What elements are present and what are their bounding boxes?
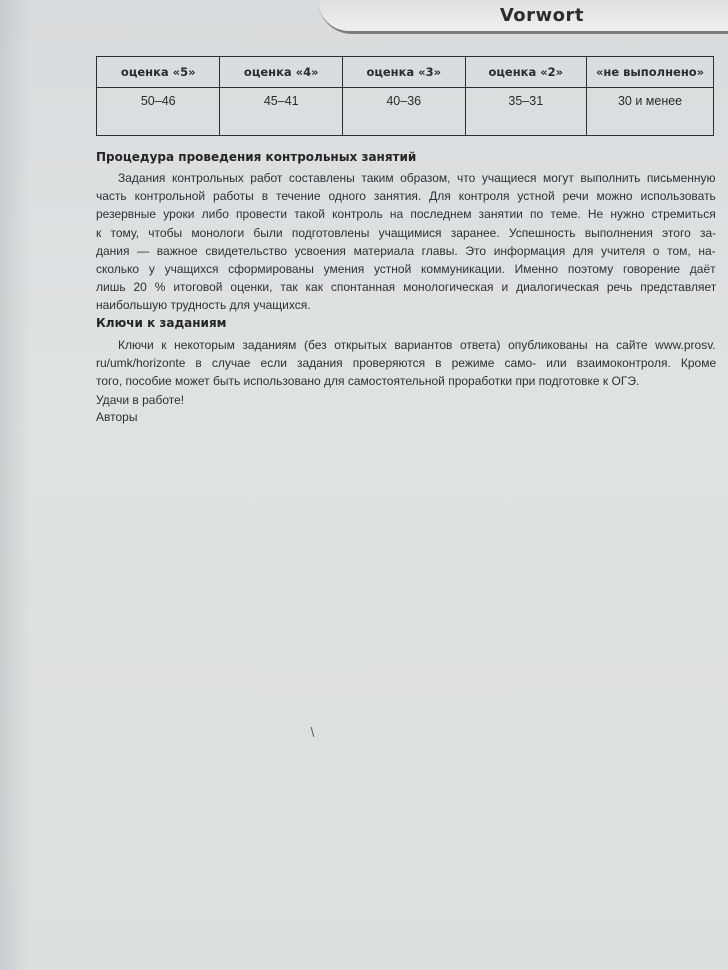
procedure-line: наибольшую трудность для учащихся. xyxy=(96,298,311,313)
page-edge-shadow xyxy=(0,0,30,970)
chapter-title: Vorwort xyxy=(499,5,584,26)
grade-header-not-done: «не выполнено» xyxy=(587,57,714,88)
procedure-line: часть контрольной работы в течение одного занятия. Для контроля устной речи можно использовать xyxy=(96,189,716,204)
grade-table-values-row xyxy=(97,88,714,136)
paper-speck xyxy=(311,727,315,737)
grade-header-4: оценка «4» xyxy=(220,57,343,88)
grade-header-2: оценка «2» xyxy=(465,57,587,88)
grade-value-5: 50–46 xyxy=(97,88,220,136)
grade-table xyxy=(96,56,714,136)
grade-header-5: оценка «5» xyxy=(97,57,220,88)
grade-value-4: 45–41 xyxy=(220,88,343,136)
procedure-line: к тому, чтобы монологи были подготовлены учащимися заранее. Успешность выполнения этого за- xyxy=(96,225,717,240)
procedure-line: Задания контрольных работ составлены таким образом, что учащиеся могут выполнить письменную xyxy=(118,171,716,185)
keys-line: того, пособие может быть использовано для самостоятельной проработки при подготовке к ОГЭ. xyxy=(96,374,640,389)
closing-signature: Авторы xyxy=(96,410,138,424)
procedure-line: дания — важное свидетельство усвоения материала главы. Это информация для учителя о том, на- xyxy=(96,243,716,258)
grade-value-not-done: 30 и менее xyxy=(587,88,714,136)
keys-heading: Ключи к заданиям xyxy=(96,316,227,330)
closing-wish: Удачи в работе! xyxy=(96,393,185,407)
procedure-line: лишь 20 % итоговой оценки, так как спонтанная монологическая и диалогическая речь представляет xyxy=(96,280,717,295)
procedure-heading: Процедура проведения контрольных занятий xyxy=(96,150,417,164)
grade-value-3: 40–36 xyxy=(342,88,465,136)
header-tab-inner xyxy=(318,0,728,31)
keys-line: ru/umk/horizonte в случае если задания проверяются в режиме само- или взаимоконтроля. Кроме xyxy=(96,356,717,371)
grade-header-3: оценка «3» xyxy=(342,57,465,88)
keys-line: Ключи к некоторым заданиям (без открытых вариантов ответа) опубликованы на сайте www.prosv. xyxy=(118,338,716,352)
procedure-line: резервные уроки либо провести такой контроль на последнем занятии по теме. Не нужно стремиться xyxy=(96,207,716,222)
keys-paragraph xyxy=(96,336,716,391)
procedure-paragraph xyxy=(96,169,716,315)
header-tab xyxy=(318,0,728,34)
grade-value-2: 35–31 xyxy=(465,88,587,136)
procedure-line: сколько у учащихся сформированы умения устной коммуникации. Именно поэтому говорение даёт xyxy=(96,262,716,277)
grade-table-header-row xyxy=(97,57,714,88)
